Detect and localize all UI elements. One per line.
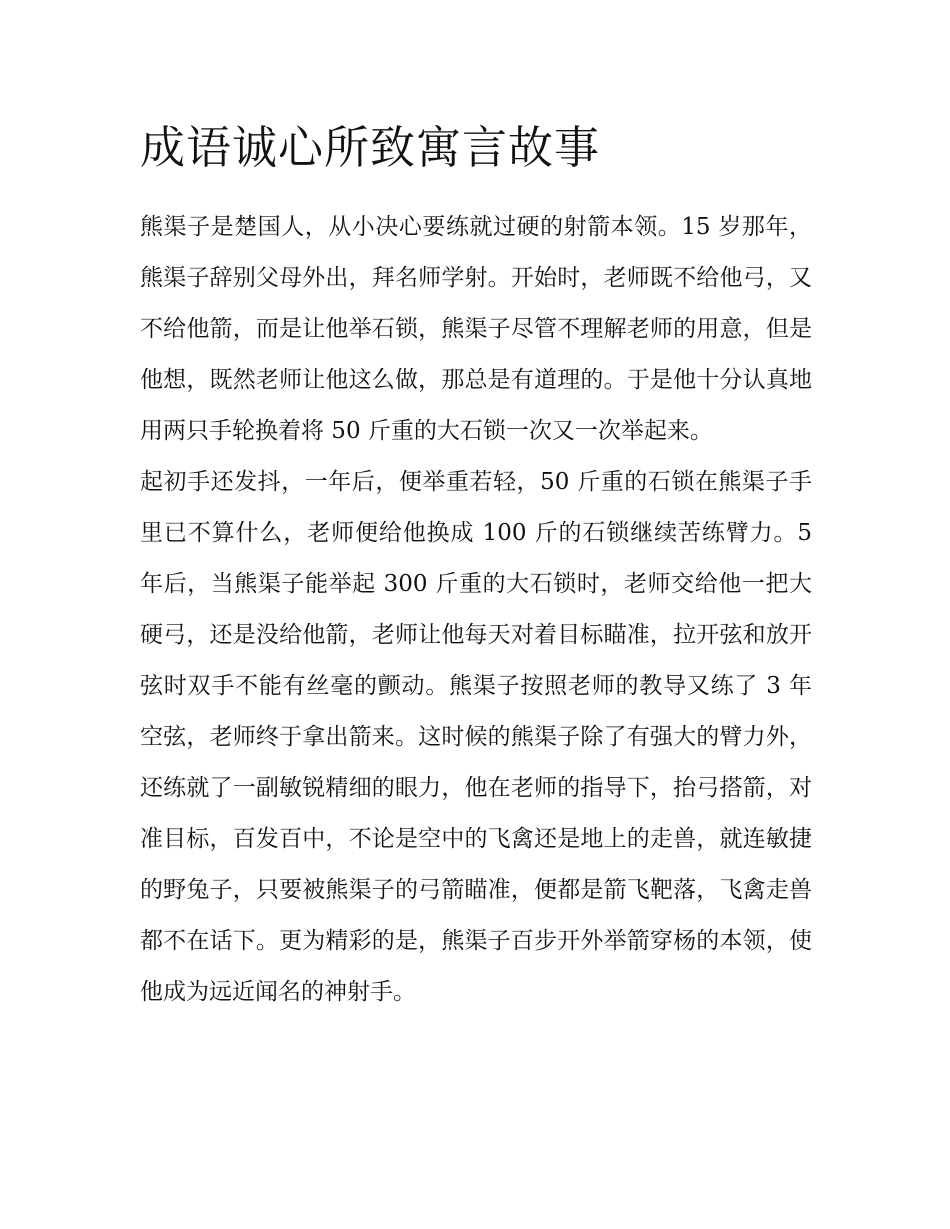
document-content [140, 118, 812, 1018]
document-title: 成语诚心所致寓言故事 [140, 121, 601, 174]
story-paragraph-1: 熊渠子是楚国人，从小决心要练就过硬的射箭本领。15 岁那年，熊渠子辞别父母外出，拜名师学射。开始时，老师既不给他弓，又不给他箭，而是让他举石锁，熊渠子尽管不理解老师的用意，但是他想，既然老师让他这么做，那总是有道理的。于是他十分认真地用两只手轮换着将 50 斤重的大石锁一次又一次举起来。 [140, 214, 812, 444]
story-paragraph-2: 起初手还发抖，一年后，便举重若轻，50 斤重的石锁在熊渠子手里已不算什么，老师便给他换成 100 斤的石锁继续苦练臂力。5 年后，当熊渠子能举起 300 斤重的大石锁时，老师交给他一把大硬弓，还是没给他箭，老师让他每天对着目标瞄准，拉开弦和放开弦时双手不能有丝毫的颤动。熊渠子按照老师的教导又练了 3 年空弦，老师终于拿出箭来。这时候的熊渠子除了有强大的臂力外，还练就了一副敏锐精细的眼力，他在老师的指导下，抬弓搭箭，对准目标，百发百中，不论是空中的飞禽还是地上的走兽，就连敏捷的野兔子，只要被熊渠子的弓箭瞄准，便都是箭飞靶落，飞禽走兽都不在话下。更为精彩的是，熊渠子百步开外举箭穿杨的本领，使他成为远近闻名的神射手。 [140, 469, 812, 1005]
